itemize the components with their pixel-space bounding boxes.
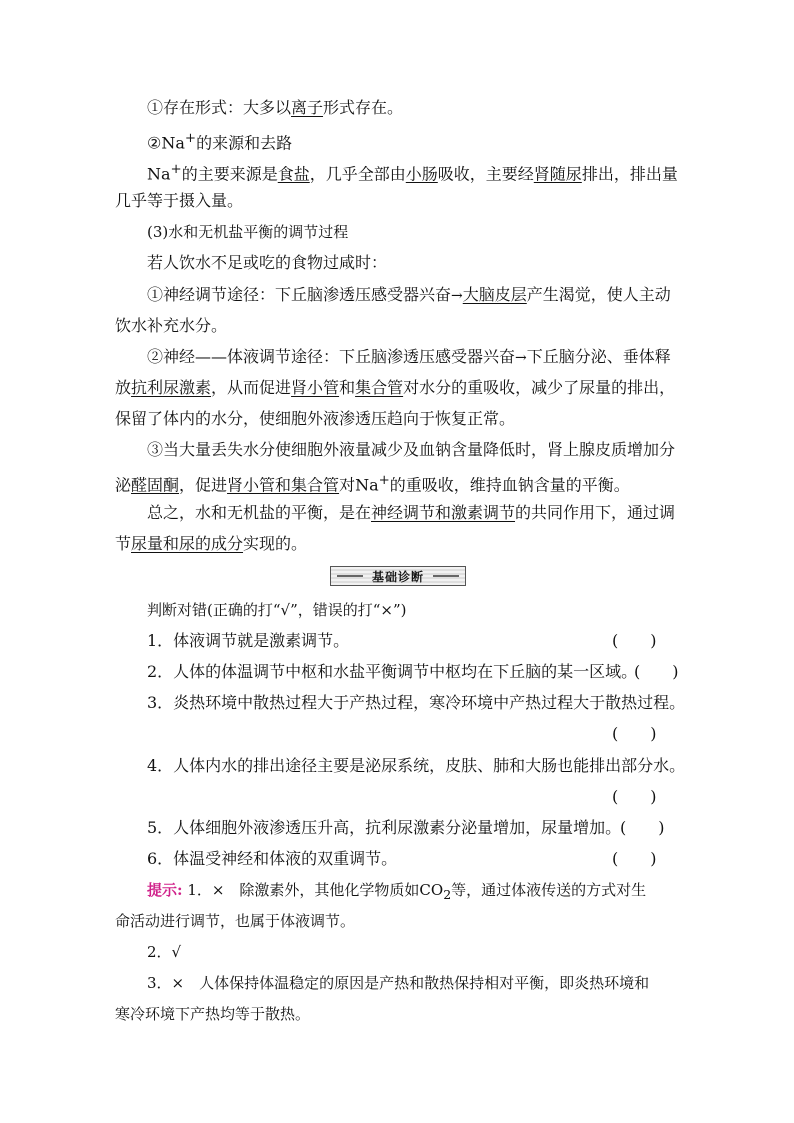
text-line: 放抗利尿激素，从而促进肾小管和集合管对水分的重吸收，减少了尿量的排出， xyxy=(115,378,676,397)
hint-line: 3．× 人体保持体温稳定的原因是产热和散热保持相对平衡，即炎热环境和 xyxy=(147,974,650,992)
answer-blank: ( ) xyxy=(612,787,657,806)
text-line: ①存在形式：大多以离子形式存在。 xyxy=(147,98,404,117)
arrow-icon: → xyxy=(451,288,463,304)
text-line: ③当大量丢失水分使细胞外液量减少及血钠含量降低时，肾上腺皮质增加分 xyxy=(147,440,676,459)
answer-blank: ( ) xyxy=(620,818,665,837)
question-item: 6．体温受神经和体液的双重调节。 xyxy=(147,849,398,868)
judge-instruction: 判断对错(正确的打“√”，错误的打“×”) xyxy=(147,601,407,619)
answer-blank: ( ) xyxy=(634,662,679,681)
text-line: ①神经调节途径：下丘脑渗透压感受器兴奋→大脑皮层产生渴觉，使人主动 xyxy=(147,285,671,304)
text-line: ②Na+的来源和去路 xyxy=(147,131,293,153)
text-line: 泌醛固酮，促进肾小管和集合管对Na+的重吸收，维持血钠含量的平衡。 xyxy=(115,473,630,495)
arrow-icon: → xyxy=(515,350,527,366)
hint-line: 寒冷环境下产热均等于散热。 xyxy=(115,1005,311,1023)
text-line: ②神经——体液调节途径：下丘脑渗透压感受器兴奋→下丘脑分泌、垂体释 xyxy=(147,347,671,366)
text-line: Na+的主要来源是食盐，几乎全部由小肠吸收，主要经肾随尿排出，排出量 xyxy=(147,162,678,184)
hint-label: 提示: xyxy=(147,881,183,899)
text-line: 节尿量和尿的成分实现的。 xyxy=(115,534,308,553)
hint-line: 命活动进行调节，也属于体液调节。 xyxy=(115,912,356,930)
question-item: 3．炎热环境中散热过程大于产热过程，寒冷环境中产热过程大于散热过程。 xyxy=(147,693,686,712)
text-line: 保留了体内的水分，使细胞外液渗透压趋向于恢复正常。 xyxy=(115,409,516,428)
hint-line: 2．√ xyxy=(147,943,182,961)
section-heading: (3)水和无机盐平衡的调节过程 xyxy=(147,223,349,241)
question-item: 5．人体细胞外液渗透压升高，抗利尿激素分泌量增加，尿量增加。 xyxy=(147,818,622,837)
answer-blank: ( ) xyxy=(612,849,657,868)
section-banner: 基础诊断 xyxy=(330,566,466,586)
text-line: 总之，水和无机盐的平衡，是在神经调节和激素调节的共同作用下，通过调 xyxy=(147,503,676,522)
question-item: 2．人体的体温调节中枢和水盐平衡调节中枢均在下丘脑的某一区域。 xyxy=(147,662,638,681)
question-item: 4．人体内水的排出途径主要是泌尿系统，皮肤、肺和大肠也能排出部分水。 xyxy=(147,756,686,775)
text-line: 饮水补充水分。 xyxy=(115,316,228,335)
text-line: 几乎等于摄入量。 xyxy=(115,191,244,210)
text-line: 若人饮水不足或吃的食物过咸时： xyxy=(147,253,388,272)
answer-blank: ( ) xyxy=(612,631,657,650)
hint-line: 提示: 1．× 除激素外，其他化学物质如$CO_2$等，通过体液传送的方式对生 xyxy=(147,881,647,902)
question-item: 1．体液调节就是激素调节。 xyxy=(147,631,350,650)
answer-blank: ( ) xyxy=(612,724,657,743)
